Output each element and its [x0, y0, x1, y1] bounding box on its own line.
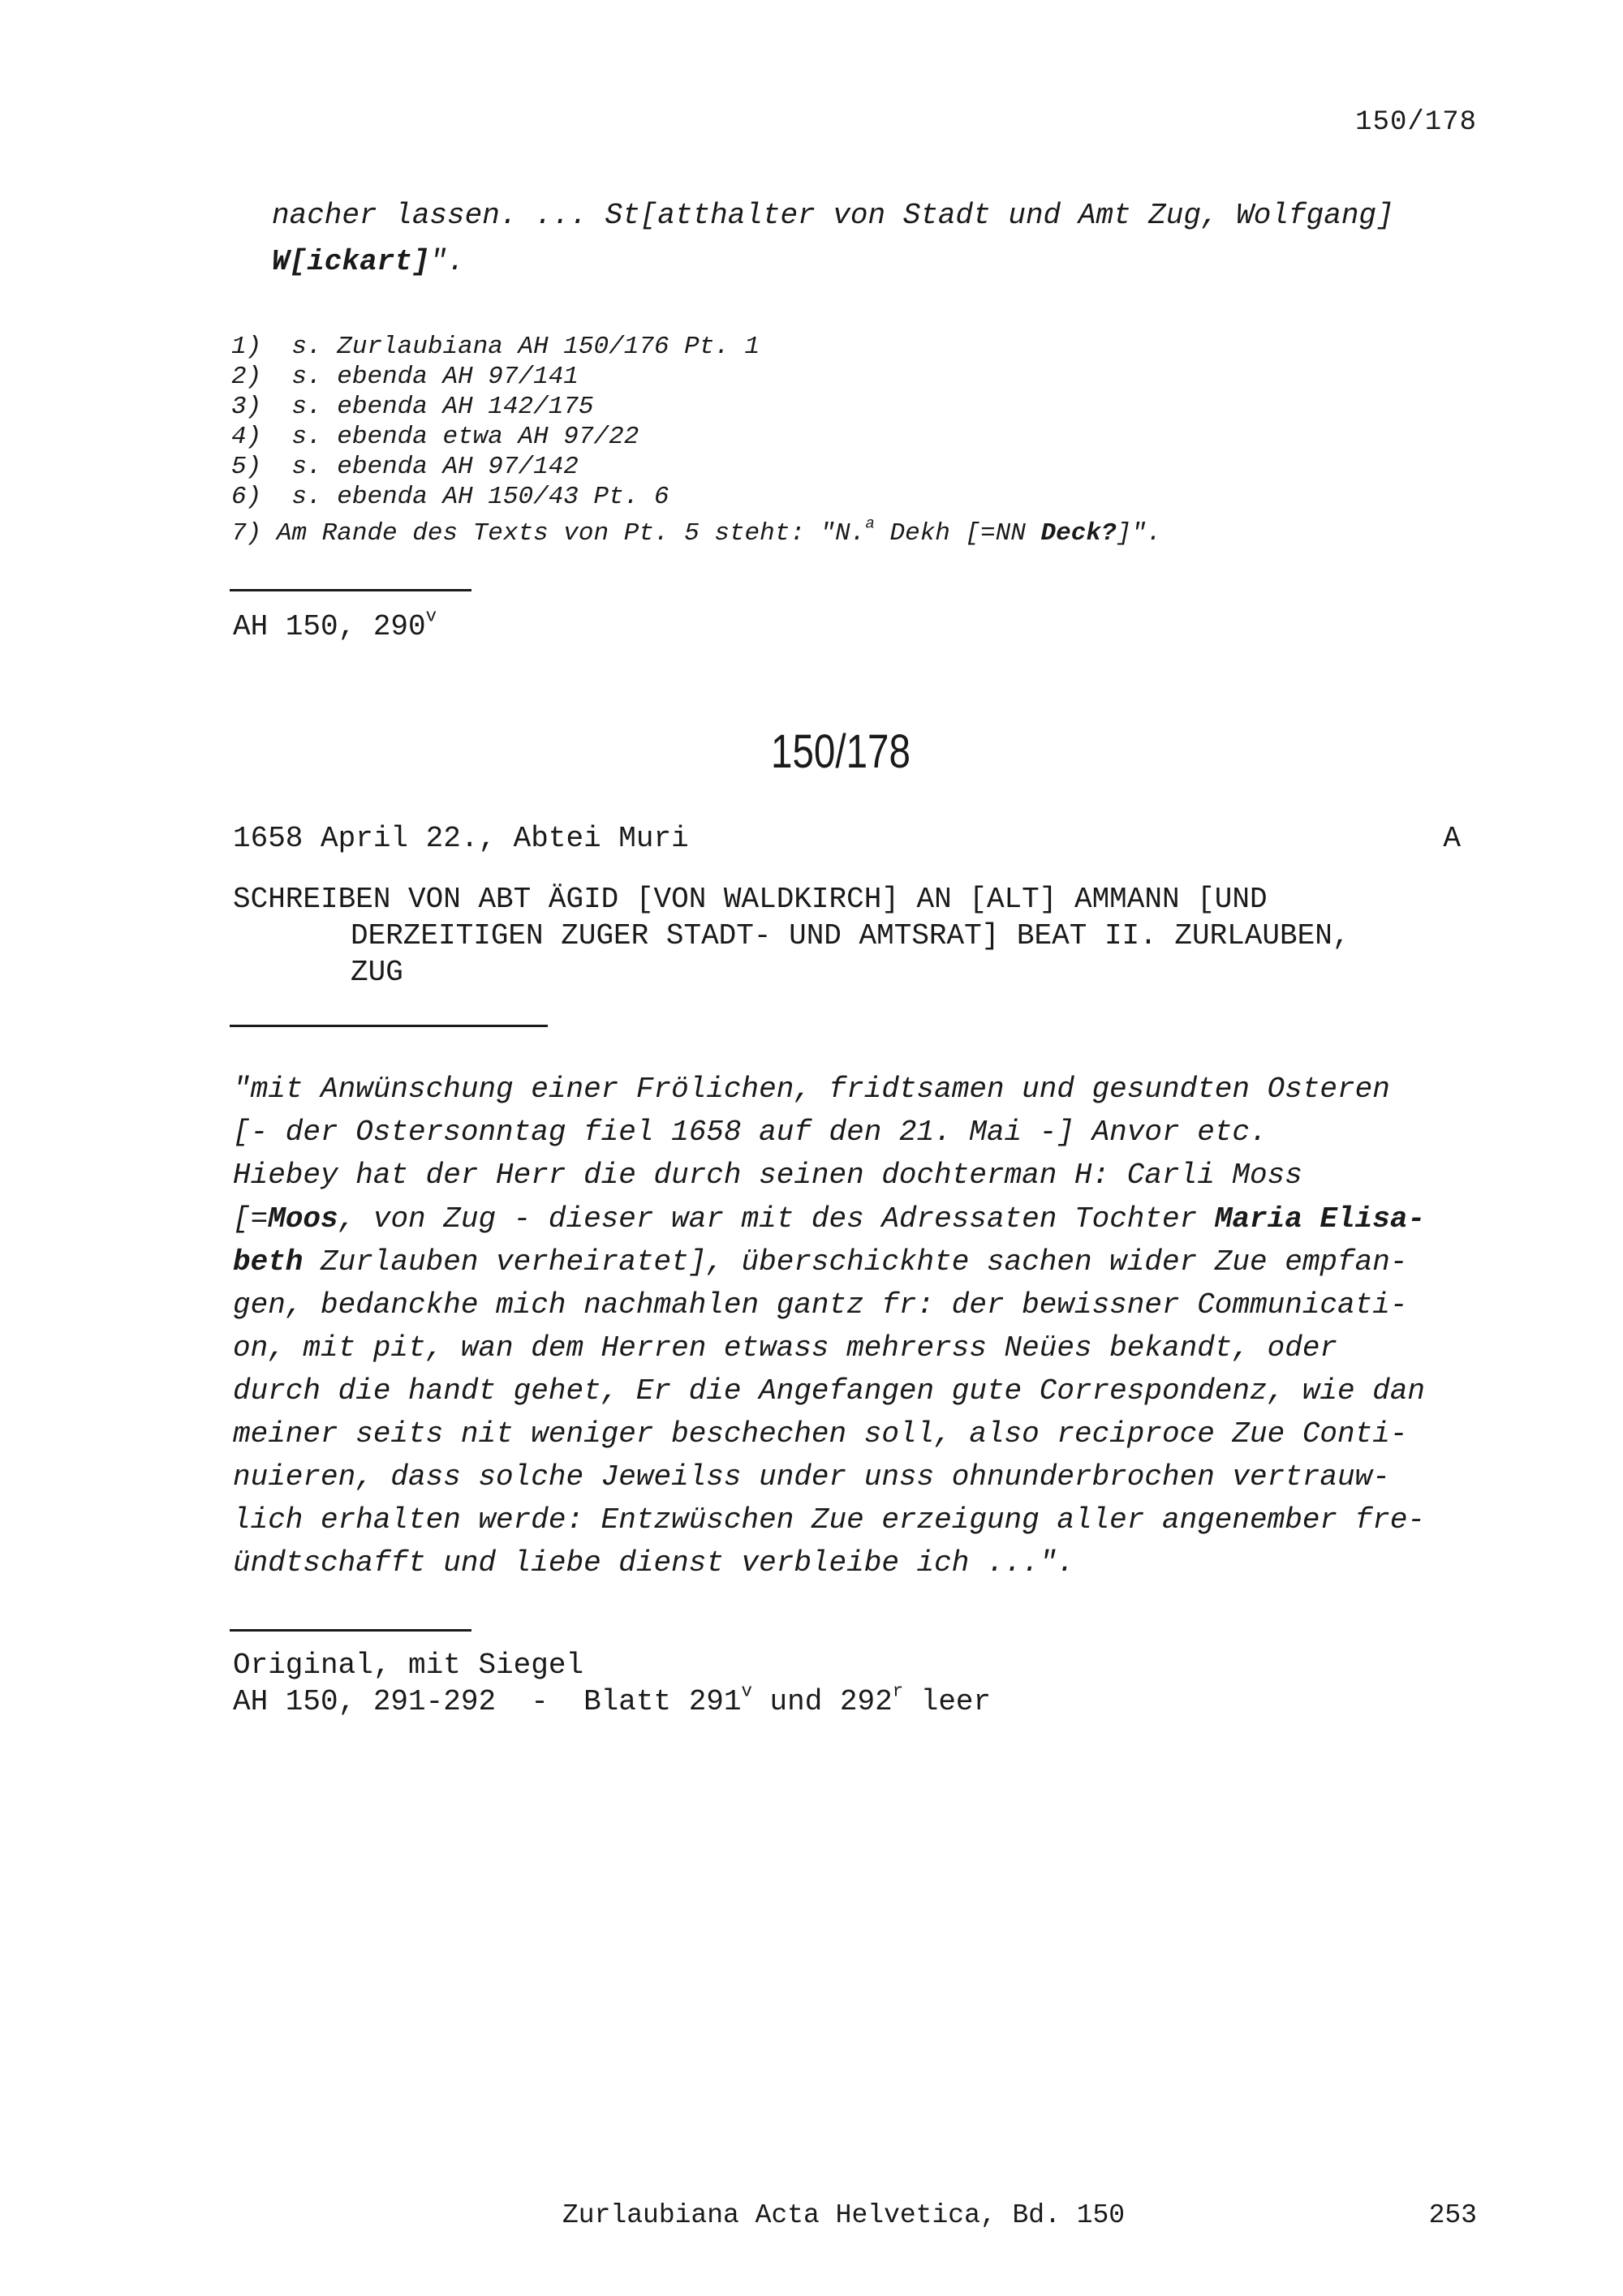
prev-entry-text-line2: [272, 245, 465, 278]
title-line-2: DERZEITIGEN ZUGER STADT- UND AMTSRAT] BEAT II. ZURLAUBEN,: [351, 919, 1350, 952]
body-line: lich erhalten werde: Entzwüschen Zue erzeigung aller angenember fre-: [233, 1503, 1426, 1537]
closing-quote: ".: [429, 245, 465, 278]
footnote-6: 6) s. ebenda AH 150/43 Pt. 6: [231, 483, 669, 511]
body-line: "mit Anwünschung einer Frölichen, fridtsamen und gesundten Osteren: [233, 1073, 1390, 1106]
footer-publication: Zurlaubiana Acta Helvetica, Bd. 150: [562, 2200, 1126, 2230]
title-line-3: ZUG: [351, 956, 403, 989]
notes-line-1: Original, mit Siegel: [233, 1649, 584, 1682]
entry-date-place: 1658 April 22., Abtei Muri: [233, 822, 689, 855]
body-line: durch die handt gehet, Er die Angefangen gute Correspondenz, wie dan: [233, 1374, 1426, 1408]
footer-page-number: 253: [1428, 2200, 1477, 2230]
footnote-4: 4) s. ebenda etwa AH 97/22: [231, 423, 639, 451]
prev-entry-source: AH 150, 290$^v$: [233, 605, 437, 643]
body-line: ündtschafft und liebe dienst verbleibe ich ...".: [233, 1546, 1074, 1580]
footnote-5: 5) s. ebenda AH 97/142: [231, 453, 579, 481]
body-line: [- der Ostersonntag fiel 1658 auf den 21. Mai -] Anvor etc.: [233, 1116, 1268, 1149]
title-divider-rule: [230, 1025, 548, 1027]
notes-divider-rule: [230, 1629, 471, 1632]
prev-entry-text-line1: nacher lassen. ... St[atthalter von Stadt und Amt Zug, Wolfgang]: [272, 199, 1394, 232]
running-header: 150/178: [1355, 107, 1477, 138]
body-line: beth Zurlauben verheiratet], überschickhte sachen wider Zue empfan-: [233, 1245, 1408, 1279]
body-line: Hiebey hat der Herr die durch seinen dochterman H: Carli Moss: [233, 1159, 1302, 1192]
divider-rule: [230, 589, 471, 591]
entry-number: 150/178: [771, 725, 911, 778]
body-line: [=Moos, von Zug - dieser war mit des Adressaten Tochter Maria Elisa-: [233, 1202, 1426, 1236]
body-line: on, mit pit, wan dem Herren etwass mehrerss Neües bekandt, oder: [233, 1331, 1338, 1365]
title-line-1: SCHREIBEN VON ABT ÄGID [VON WALDKIRCH] AN [ALT] AMMANN [UND: [233, 883, 1268, 916]
body-line: meiner seits nit weniger beschechen soll, also reciproce Zue Conti-: [233, 1417, 1408, 1451]
footnote-7: 7) Am Rande des Texts von Pt. 5 steht: "N.$^a$ Dekh [=NN Deck?]".: [231, 514, 1162, 548]
footnote-1: 1) s. Zurlaubiana AH 150/176 Pt. 1: [231, 333, 760, 361]
footnote-2: 2) s. ebenda AH 97/141: [231, 363, 579, 391]
body-line: gen, bedanckhe mich nachmahlen gantz fr: der bewissner Communicati-: [233, 1288, 1408, 1322]
body-line: nuieren, dass solche Jeweilss under unss ohnunderbrochen vertrauw-: [233, 1460, 1390, 1494]
notes-line-2: AH 150, 291-292 - Blatt 291$^v$ und 292$^r$ leer: [233, 1680, 992, 1718]
entry-type-marker: A: [1443, 822, 1461, 855]
footnote-3: 3) s. ebenda AH 142/175: [231, 393, 594, 421]
signature-name: W[ickart]: [272, 245, 430, 278]
